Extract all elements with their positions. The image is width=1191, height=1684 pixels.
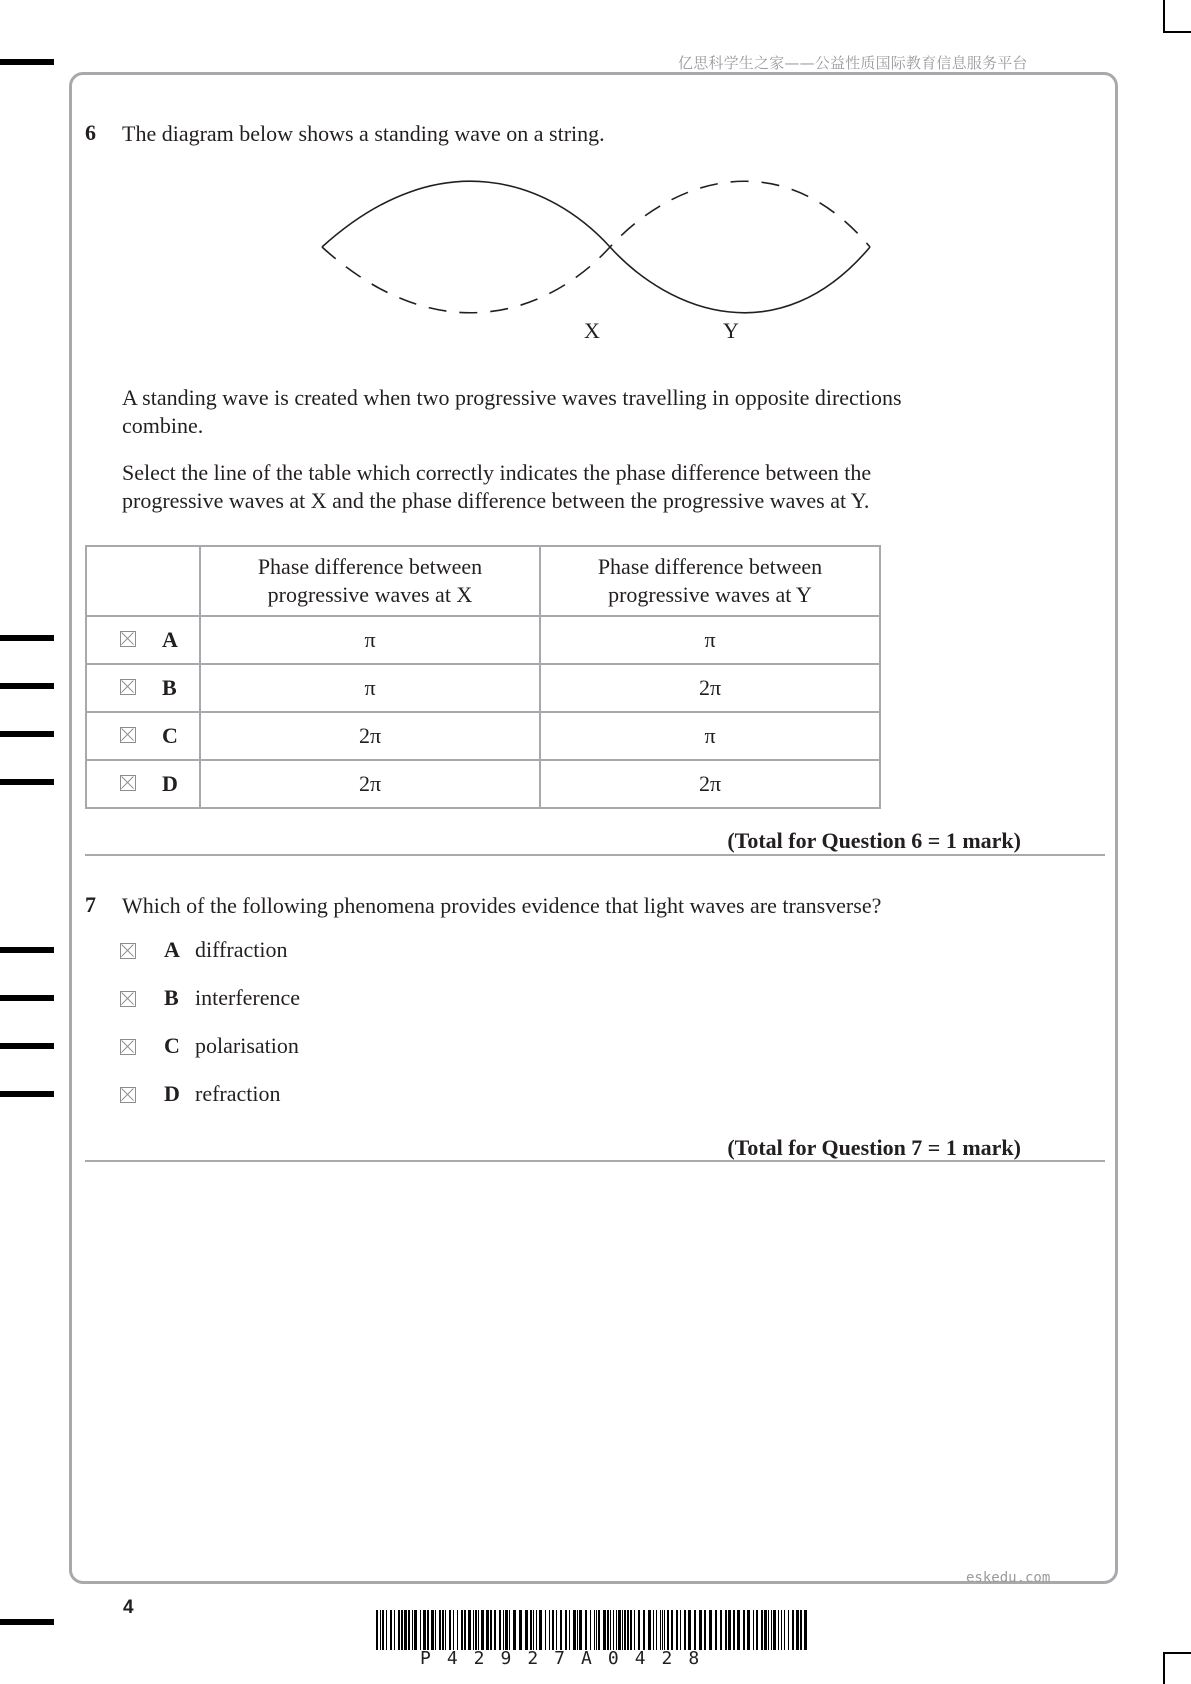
side-tick xyxy=(0,947,54,953)
barcode-bar xyxy=(796,1610,799,1650)
standing-wave-diagram xyxy=(310,175,880,325)
barcode-bar xyxy=(761,1610,763,1650)
barcode-bar xyxy=(390,1610,392,1650)
barcode-bar xyxy=(662,1610,663,1650)
answer-checkbox[interactable] xyxy=(120,631,136,647)
phase-y-value: π xyxy=(540,616,880,664)
barcode-bar xyxy=(725,1610,727,1650)
barcode-bar xyxy=(539,1610,542,1650)
answer-checkbox[interactable] xyxy=(120,775,136,791)
barcode-bar xyxy=(533,1610,534,1650)
side-tick xyxy=(0,779,54,785)
barcode-bar xyxy=(778,1610,779,1650)
barcode-bar xyxy=(427,1610,429,1650)
node-label-x: X xyxy=(584,318,600,343)
barcode-bar xyxy=(435,1610,436,1650)
header-phase-y: Phase difference between progressive waves at Y xyxy=(540,546,880,616)
barcode-bar xyxy=(408,1610,410,1650)
barcode-bar xyxy=(781,1610,782,1650)
barcode-bar xyxy=(431,1610,434,1650)
answer-checkbox[interactable] xyxy=(120,1039,136,1055)
barcode-bar xyxy=(747,1610,750,1650)
barcode-bar xyxy=(598,1610,600,1650)
barcode-bar xyxy=(676,1610,678,1650)
barcode-bar xyxy=(494,1610,496,1650)
option-c-cell[interactable]: C xyxy=(86,712,200,760)
barcode-bar xyxy=(445,1610,446,1650)
barcode-bar xyxy=(756,1610,758,1650)
barcode-bar xyxy=(656,1610,657,1650)
barcode-bar xyxy=(505,1610,508,1650)
phase-y-value: π xyxy=(540,712,880,760)
barcode-bar xyxy=(464,1610,466,1650)
barcode-bar xyxy=(788,1610,789,1650)
question-6-total: (Total for Question 6 = 1 mark) xyxy=(727,828,1021,853)
side-tick xyxy=(0,683,54,689)
barcode-bar xyxy=(728,1610,731,1650)
barcode-bar xyxy=(503,1610,504,1650)
barcode-bar xyxy=(618,1610,621,1650)
crop-mark xyxy=(1163,1652,1165,1684)
crop-mark xyxy=(1163,0,1165,32)
barcode-bar xyxy=(624,1610,626,1650)
answer-row-b xyxy=(86,664,880,712)
question-6-number: 6 xyxy=(85,120,96,145)
barcode-bar xyxy=(442,1610,444,1650)
question-6-paragraph-2: Select the line of the table which correctly indicates the phase difference between the progressive waves at X and the phase difference between the progressive waves at Y. xyxy=(122,460,872,513)
barcode-bar xyxy=(380,1610,381,1650)
barcode-bar xyxy=(704,1610,706,1650)
barcode-bar xyxy=(627,1610,629,1650)
barcode-bar xyxy=(660,1610,661,1650)
phase-x-value: π xyxy=(200,616,540,664)
barcode-bar xyxy=(664,1610,665,1650)
side-tick xyxy=(0,1619,54,1625)
crop-mark xyxy=(1163,1652,1191,1654)
barcode-bar xyxy=(412,1610,413,1650)
barcode-bar xyxy=(394,1610,395,1650)
barcode-bar xyxy=(648,1610,651,1650)
barcode-bar xyxy=(573,1610,576,1650)
barcode-bar xyxy=(709,1610,712,1650)
barcode-bar xyxy=(684,1610,686,1650)
barcode-bar xyxy=(715,1610,717,1650)
wave-solid-line xyxy=(322,181,870,313)
barcode-bar xyxy=(552,1610,554,1650)
answer-checkbox[interactable] xyxy=(120,991,136,1007)
barcode-bar xyxy=(486,1610,489,1650)
side-tick xyxy=(0,731,54,737)
barcode-bar xyxy=(643,1610,645,1650)
barcode-bar xyxy=(376,1610,378,1650)
barcode-bar xyxy=(688,1610,691,1650)
site-watermark: eskedu.com xyxy=(966,1570,1051,1586)
barcode-bar xyxy=(530,1610,532,1650)
barcode-bar xyxy=(784,1610,785,1650)
answer-checkbox[interactable] xyxy=(120,679,136,695)
barcode-bar xyxy=(499,1610,501,1650)
barcode-bar xyxy=(478,1610,479,1650)
barcode-bar xyxy=(398,1610,400,1650)
barcode-bar xyxy=(468,1610,471,1650)
phase-x-value: 2π xyxy=(200,760,540,808)
question-6-divider xyxy=(85,854,1105,856)
barcode-bar xyxy=(699,1610,702,1650)
phase-x-value: π xyxy=(200,664,540,712)
option-b-cell[interactable]: B xyxy=(86,664,200,712)
barcode-bar xyxy=(490,1610,492,1650)
barcode-bar xyxy=(414,1610,417,1650)
barcode-bar xyxy=(771,1610,772,1650)
answer-row-a xyxy=(86,616,880,664)
barcode-bar xyxy=(768,1610,769,1650)
answer-row-c xyxy=(86,712,880,760)
barcode-bar xyxy=(616,1610,617,1650)
barcode-bar xyxy=(439,1610,441,1650)
barcode-bar xyxy=(610,1610,611,1650)
barcode-bar xyxy=(549,1610,550,1650)
barcode-bar xyxy=(634,1610,635,1650)
barcode-bar xyxy=(733,1610,735,1650)
barcode-bar xyxy=(545,1610,546,1650)
barcode-bar xyxy=(577,1610,578,1650)
barcode-bar xyxy=(737,1610,740,1650)
question-7-stem: Which of the following phenomena provides evidence that light waves are transverse? xyxy=(122,893,882,918)
barcode-bar xyxy=(519,1610,522,1650)
barcode-bar xyxy=(804,1610,807,1650)
answer-table xyxy=(85,545,881,809)
barcode-bar xyxy=(579,1610,582,1650)
question-6-stem: The diagram below shows a standing wave on a string. xyxy=(122,121,605,146)
barcode-bar xyxy=(513,1610,516,1650)
answer-checkbox[interactable] xyxy=(120,1087,136,1103)
side-tick xyxy=(0,1091,54,1097)
barcode-bar xyxy=(556,1610,557,1650)
barcode-bar xyxy=(585,1610,587,1650)
phase-y-value: 2π xyxy=(540,664,880,712)
barcode-bar xyxy=(694,1610,696,1650)
side-tick xyxy=(0,995,54,1001)
barcode-bar xyxy=(622,1610,623,1650)
side-tick xyxy=(0,635,54,641)
barcode-bar xyxy=(473,1610,474,1650)
barcode-bar xyxy=(653,1610,654,1650)
question-7-total: (Total for Question 7 = 1 mark) xyxy=(727,1135,1021,1160)
barcode-bar xyxy=(773,1610,776,1650)
barcode-bar xyxy=(382,1610,384,1650)
barcode-bar xyxy=(569,1610,570,1650)
page-number: 4 xyxy=(123,1597,134,1618)
barcode-bar xyxy=(638,1610,640,1650)
barcode-bar xyxy=(475,1610,477,1650)
barcode-bar xyxy=(420,1610,421,1650)
barcode-bar xyxy=(667,1610,669,1650)
barcode-bar xyxy=(560,1610,562,1650)
side-tick xyxy=(0,59,54,65)
barcode-bar xyxy=(671,1610,673,1650)
barcode-bar xyxy=(720,1610,722,1650)
barcode-bar xyxy=(449,1610,451,1650)
barcode-bar xyxy=(800,1610,802,1650)
barcode xyxy=(376,1610,812,1650)
barcode-bar xyxy=(764,1610,767,1650)
barcode-bar xyxy=(743,1610,745,1650)
question-6-paragraph-1: A standing wave is created when two progressive waves travelling in opposite directions combine. xyxy=(122,385,902,438)
question-7-number: 7 xyxy=(85,892,96,917)
barcode-text: P42927A0428 xyxy=(420,1648,716,1669)
barcode-bar xyxy=(423,1610,426,1650)
barcode-bar xyxy=(404,1610,407,1650)
barcode-bar xyxy=(603,1610,606,1650)
barcode-bar xyxy=(792,1610,794,1650)
answer-row-d xyxy=(86,760,880,808)
barcode-bar xyxy=(509,1610,510,1650)
barcode-bar xyxy=(565,1610,567,1650)
barcode-bar xyxy=(590,1610,591,1650)
barcode-bar xyxy=(536,1610,537,1650)
option-a-cell[interactable]: A xyxy=(86,616,200,664)
barcode-bar xyxy=(630,1610,632,1650)
barcode-bar xyxy=(613,1610,614,1650)
answer-checkbox[interactable] xyxy=(120,727,136,743)
phase-x-value: 2π xyxy=(200,712,540,760)
wave-dashed-line xyxy=(322,181,870,313)
header-phase-x: Phase difference between progressive waves at X xyxy=(200,546,540,616)
question-7-divider xyxy=(85,1160,1105,1162)
phase-y-value: 2π xyxy=(540,760,880,808)
barcode-bar xyxy=(596,1610,597,1650)
barcode-bar xyxy=(607,1610,609,1650)
barcode-bar xyxy=(401,1610,403,1650)
barcode-bar xyxy=(457,1610,458,1650)
barcode-bar xyxy=(481,1610,484,1650)
answer-table-header xyxy=(86,546,880,616)
barcode-bar xyxy=(753,1610,754,1650)
barcode-bar xyxy=(461,1610,463,1650)
answer-checkbox[interactable] xyxy=(120,943,136,959)
barcode-bar xyxy=(525,1610,528,1650)
barcode-bar xyxy=(386,1610,387,1650)
side-tick xyxy=(0,1043,54,1049)
crop-mark xyxy=(1163,31,1191,33)
barcode-bar xyxy=(680,1610,681,1650)
header-watermark: 亿思科学生之家——公益性质国际教育信息服务平台 xyxy=(678,54,1028,72)
antinode-label-y: Y xyxy=(723,318,739,343)
option-d-cell[interactable]: D xyxy=(86,760,200,808)
barcode-bar xyxy=(594,1610,595,1650)
barcode-bar xyxy=(453,1610,454,1650)
